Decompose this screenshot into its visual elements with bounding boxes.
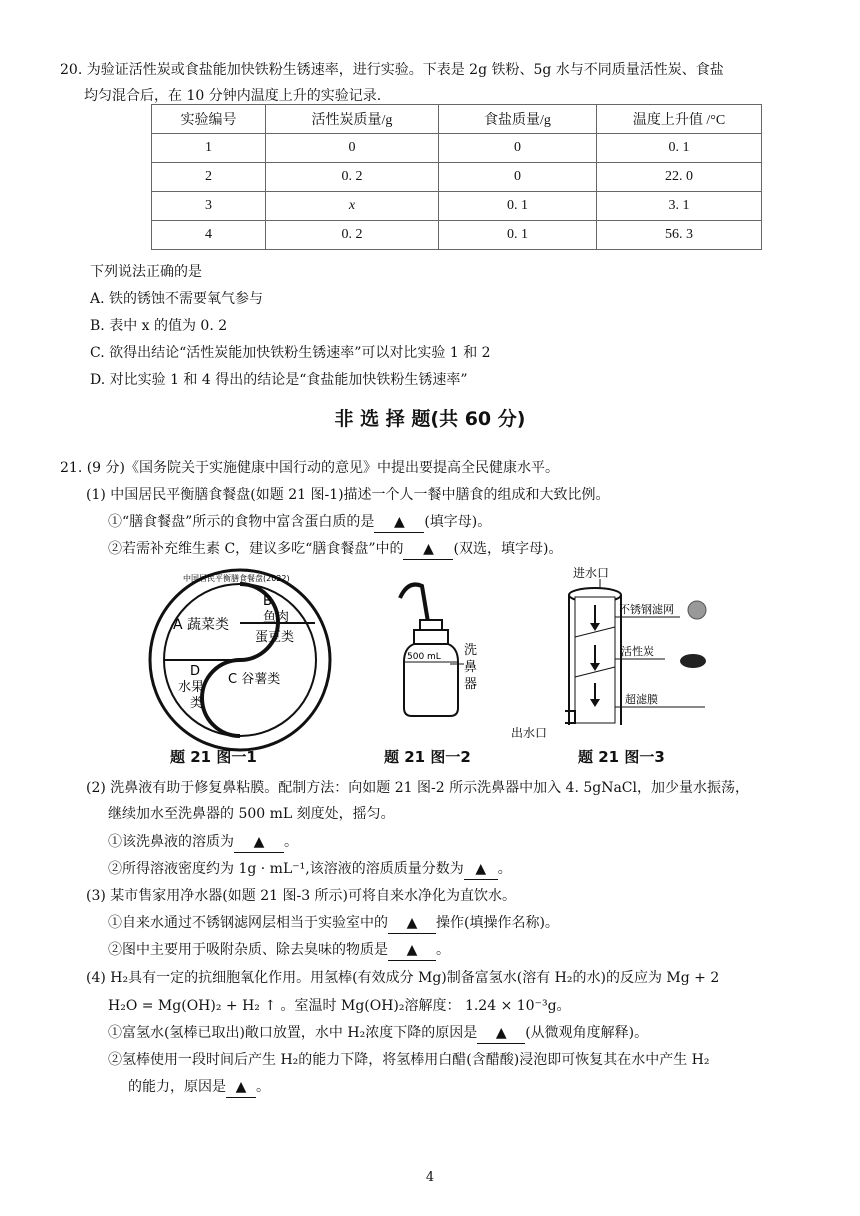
- figure2-caption: 题 21 图一2: [384, 748, 471, 766]
- answer-blank: ▲: [374, 512, 424, 533]
- question-text: 。: [256, 1079, 270, 1095]
- q21-part1-a: [108, 512, 491, 533]
- question-text: ①该洗鼻液的溶质为: [108, 834, 234, 850]
- q20-option-d: D. 对比实验 1 和 4 得出的结论是“食盐能加快铁粉生锈速率”: [90, 372, 468, 388]
- washer-cap: [420, 620, 442, 630]
- bottle-volume-label: 500 mL: [407, 652, 441, 662]
- figure1-caption: 题 21 图一1: [170, 748, 257, 766]
- page-number: 4: [425, 1170, 435, 1185]
- washer-neck: [414, 630, 448, 644]
- figure3-caption: 题 21 图一3: [578, 748, 665, 766]
- question-text: ①“膳食餐盘”所示的食物中富含蛋白质的是: [108, 514, 375, 530]
- table-cell: 0. 1: [439, 192, 597, 221]
- q20-option-b: B. 表中 x 的值为 0. 2: [90, 318, 228, 334]
- question-text: ②所得溶液密度约为 1g · mL⁻¹,该溶液的溶质质量分数为: [108, 861, 464, 877]
- plate-label-a: A 蔬菜类: [173, 617, 230, 633]
- answer-blank: ▲: [403, 539, 453, 560]
- washer-label: 洗: [464, 643, 478, 658]
- carbon-sample-icon: [680, 654, 706, 668]
- question-text: 。: [497, 861, 512, 877]
- question-text: (从微观角度解释)。: [525, 1025, 649, 1041]
- plate-label-c: C 谷薯类: [228, 672, 281, 687]
- answer-blank: ▲: [464, 859, 498, 880]
- answer-blank: ▲: [477, 1023, 525, 1044]
- table-header: 食盐质量/g: [439, 105, 597, 134]
- question-text: (双选，填字母)。: [453, 541, 563, 557]
- nasal-washer-figure: [390, 568, 490, 728]
- question-text: ②若需补充维生素 C，建议多吃“膳食餐盘”中的: [108, 541, 404, 557]
- q21-part4-b-line1: ②氢棒使用一段时间后产生 H₂的能力下降，将氢棒用白醋(含醋酸)浸泡即可恢复其在水中产生 H₂: [108, 1052, 710, 1068]
- q21-stem: 21. (9 分)《国务院关于实施健康中国行动的意见》中提出要提高全民健康水平。: [60, 460, 559, 476]
- membrane-label: 超滤膜: [625, 693, 658, 706]
- table-header-row: [152, 105, 762, 134]
- outlet-label: 出水口: [511, 726, 548, 740]
- q21-part2-line1: (2) 洗鼻液有助于修复鼻粘膜。配制方法：向如题 21 图-2 所示洗鼻器中加入 4. 5gNaCl，加少量水振荡，: [86, 780, 749, 796]
- plate-label-b-line2: 鱼肉: [263, 610, 290, 625]
- question-text: ①富氢水(氢棒已取出)敞口放置，水中 H₂浓度下降的原因是: [108, 1025, 478, 1041]
- table-row: [152, 134, 762, 163]
- q21-part1: (1) 中国居民平衡膳食餐盘(如题 21 图-1)描述一个人一餐中膳食的组成和大致比例。: [86, 487, 610, 503]
- table-cell: 3. 1: [597, 192, 762, 221]
- plate-ring-text: 中国居民平衡膳食餐盘(2022): [183, 574, 290, 583]
- table-header: 温度上升值 /°C: [597, 105, 762, 134]
- q20-stem-line2: 均匀混合后，在 10 分钟内温度上升的实验记录.: [84, 88, 382, 104]
- q21-part3-a: [108, 913, 559, 934]
- answer-blank: ▲: [388, 940, 436, 961]
- table-cell: 0: [439, 134, 597, 163]
- table-cell: 0. 1: [439, 221, 597, 250]
- table-cell: x: [266, 192, 439, 221]
- q21-part4-line2: H₂O = Mg(OH)₂ + H₂ ↑ 。室温时 Mg(OH)₂溶解度： 1.24 × 10⁻³g。: [108, 998, 571, 1014]
- plate-label-b: B: [263, 594, 272, 609]
- question-text: 操作(填操作名称)。: [436, 915, 559, 931]
- washer-nozzle: [400, 585, 428, 623]
- q21-part3-b: [108, 940, 450, 961]
- table-row: [152, 192, 762, 221]
- table-cell: 0: [439, 163, 597, 192]
- table-header: 活性炭质量/g: [266, 105, 439, 134]
- question-text: 的能力，原因是: [128, 1079, 226, 1095]
- table-cell: 22. 0: [597, 163, 762, 192]
- experiment-table: [151, 104, 762, 250]
- table-cell: 0: [266, 134, 439, 163]
- table-cell: 0. 2: [266, 163, 439, 192]
- washer-label: 鼻: [464, 660, 478, 675]
- question-text: 。: [284, 834, 298, 850]
- q21-part4-line1: (4) H₂具有一定的抗细胞氧化作用。用氢棒(有效成分 Mg)制备富氢水(溶有 H₂的水)的反应为 Mg + 2: [86, 970, 720, 986]
- q21-part3: (3) 某市售家用净水器(如题 21 图-3 所示)可将自来水净化为直饮水。: [86, 888, 517, 904]
- q21-part2-b: [108, 859, 512, 880]
- inlet-label: 进水口: [573, 566, 610, 580]
- table-cell: 0. 1: [597, 134, 762, 163]
- question-text: ②图中主要用于吸附杂质、除去臭味的物质是: [108, 942, 388, 958]
- q21-part2-line2: 继续加水至洗鼻器的 500 mL 刻度处，摇匀。: [108, 806, 395, 822]
- carbon-label: 活性炭: [621, 645, 654, 658]
- mesh-sample-icon: [688, 601, 706, 619]
- table-row: [152, 221, 762, 250]
- q21-part4-b-line2: [128, 1077, 270, 1098]
- q21-part2-a: [108, 832, 298, 853]
- q21-part4-a: [108, 1023, 648, 1044]
- table-row: [152, 163, 762, 192]
- q20-stem-line1: 20. 为验证活性炭或食盐能加快铁粉生锈速率，进行实验。下表是 2g 铁粉、5g 水与不同质量活性炭、食盐: [60, 62, 724, 78]
- table-cell: 4: [152, 221, 266, 250]
- plate-label-b-line3: 蛋豆类: [255, 630, 295, 645]
- dietary-plate-figure: [145, 565, 335, 755]
- table-cell: 2: [152, 163, 266, 192]
- q20-option-c: C. 欲得出结论“活性炭能加快铁粉生锈速率”可以对比实验 1 和 2: [90, 345, 491, 361]
- table-header: 实验编号: [152, 105, 266, 134]
- table-cell: 1: [152, 134, 266, 163]
- water-purifier-figure: [505, 565, 715, 745]
- section-title: 非 选 择 题(共 60 分): [334, 408, 526, 430]
- question-text: ①自来水通过不锈钢滤网层相当于实验室中的: [108, 915, 388, 931]
- table-cell: 3: [152, 192, 266, 221]
- washer-label: 器: [464, 677, 478, 692]
- plate-label-d: D: [190, 664, 201, 679]
- question-text: 。: [436, 942, 450, 958]
- q20-ask: 下列说法正确的是: [90, 264, 202, 280]
- plate-label-d-line3: 类: [190, 696, 204, 711]
- answer-blank: ▲: [226, 1077, 256, 1098]
- answer-blank: ▲: [388, 913, 436, 934]
- q21-part1-b: [108, 539, 562, 560]
- question-text: (填字母)。: [424, 514, 492, 530]
- mesh-label: 不锈钢滤网: [619, 603, 674, 616]
- table-cell: 0. 2: [266, 221, 439, 250]
- plate-label-d-line2: 水果: [178, 680, 205, 695]
- answer-blank: ▲: [234, 832, 284, 853]
- table-cell: 56. 3: [597, 221, 762, 250]
- q20-option-a: A. 铁的锈蚀不需要氧气参与: [90, 291, 264, 307]
